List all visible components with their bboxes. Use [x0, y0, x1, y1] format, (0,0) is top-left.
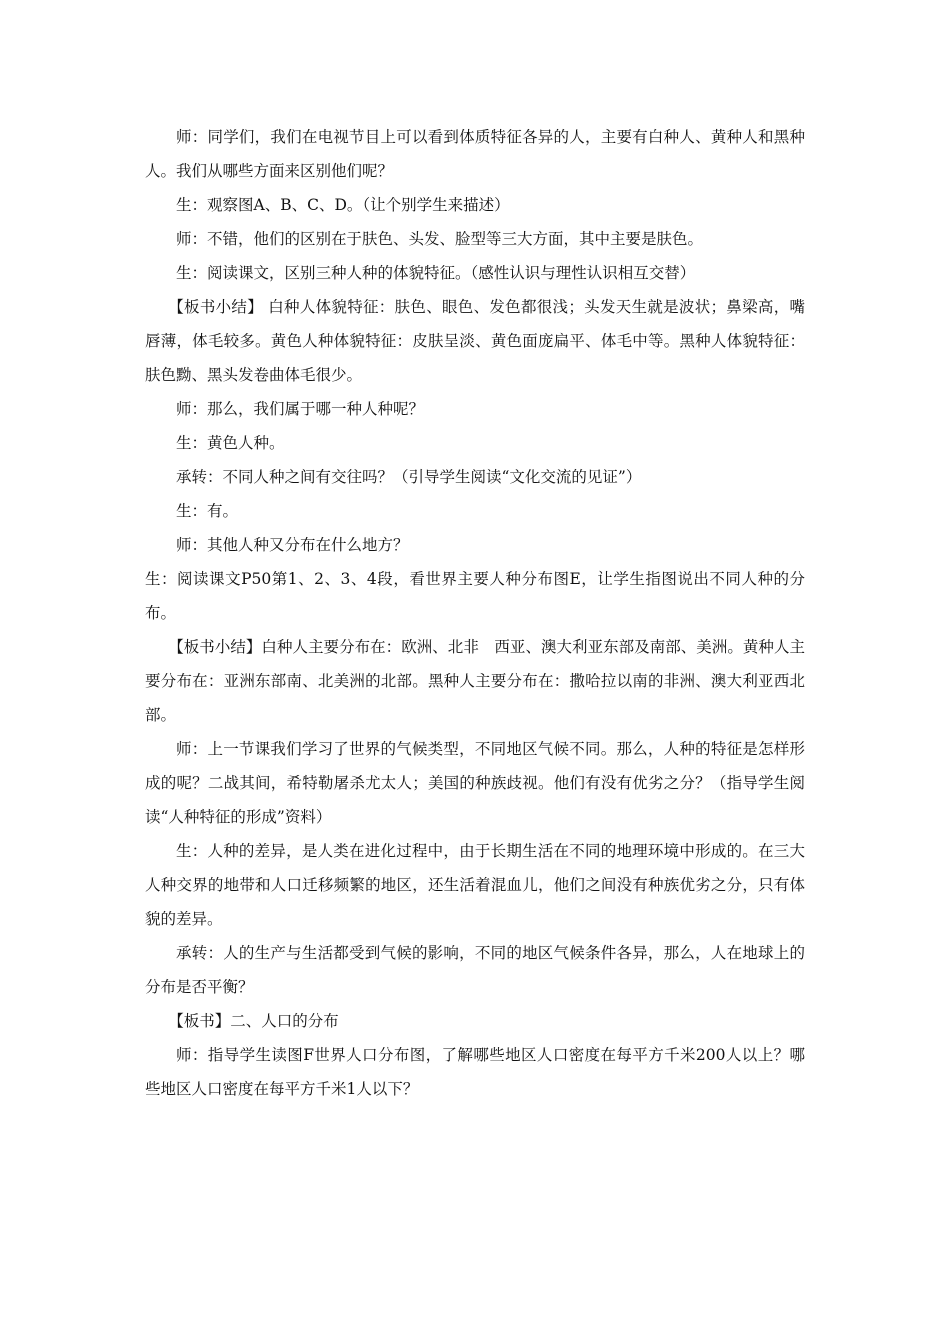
paragraph-student-observe: 生：观察图A、B、C、D。（让个别学生来描述）	[176, 196, 510, 214]
paragraph-teacher-climate: 师：上一节课我们学习了世界的气候类型，不同地区气候不同。那么，人种的特征是怎样形成的呢？二战其间，希特勒屠杀尤太人；美国的种族歧视。他们有没有优劣之分？（指导学生阅读“人种特征的形成”资料）	[145, 740, 805, 826]
document-page	[145, 120, 805, 1106]
paragraph-transition-exchange: 承转：不同人种之间有交往吗？（引导学生阅读“文化交流的见证”）	[176, 468, 642, 486]
paragraph-student-differences: 生：人种的差异，是人类在进化过程中，由于长期生活在不同的地理环境中形成的。在三大人种交界的地带和人口迁移频繁的地区，还生活着混血儿，他们之间没有种族优劣之分，只有体貌的差异。	[145, 842, 805, 928]
paragraph-teacher-intro: 师：同学们，我们在电视节目上可以看到体质特征各异的人，主要有白种人、黄种人和黑种人。我们从哪些方面来区别他们呢？	[145, 128, 805, 180]
paragraph-transition-population: 承转：人的生产与生活都受到气候的影响，不同的地区气候条件各异，那么，人在地球上的分布是否平衡？	[145, 944, 805, 996]
paragraph-teacher-distribution: 师：其他人种又分布在什么地方？	[176, 536, 409, 554]
paragraph-teacher-differences: 师：不错，他们的区别在于肤色、头发、脸型等三大方面，其中主要是肤色。	[176, 230, 704, 248]
paragraph-student-answer: 生：黄色人种。	[176, 434, 285, 452]
paragraph-student-read-map: 生：阅读课文P50第1、2、3、4段，看世界主要人种分布图E，让学生指图说出不同人种的分布。	[145, 570, 805, 622]
paragraph-board-heading: 【板书】二、人口的分布	[168, 1012, 339, 1030]
paragraph-teacher-map: 师：指导学生读图F世界人口分布图，了解哪些地区人口密度在每平方千米200人以上？哪些地区人口密度在每平方千米1人以下？	[145, 1046, 805, 1098]
paragraph-teacher-question: 师：那么，我们属于哪一种人种呢？	[176, 400, 425, 418]
paragraph-student-yes: 生：有。	[176, 502, 239, 520]
paragraph-board-summary-distribution: 【板书小结】白种人主要分布在：欧洲、北非 西亚、澳大利亚东部及南部、美洲。黄种人主要分布在：亚洲东部南、北美洲的北部。黑种人主要分布在：撒哈拉以南的非洲、澳大利亚西北部。	[145, 638, 805, 724]
paragraph-student-read: 生：阅读课文，区别三种人种的体貌特征。（感性认识与理性认识相互交替）	[176, 264, 696, 282]
paragraph-board-summary-features: 【板书小结】 白种人体貌特征：肤色、眼色、发色都很浅；头发天生就是波状；鼻梁高，嘴唇薄，体毛较多。黄色人种体貌特征：皮肤呈淡、黄色面庞扁平、体毛中等。黑种人体貌特征：肤色黝、黑头发卷曲体毛很少。	[145, 298, 805, 384]
